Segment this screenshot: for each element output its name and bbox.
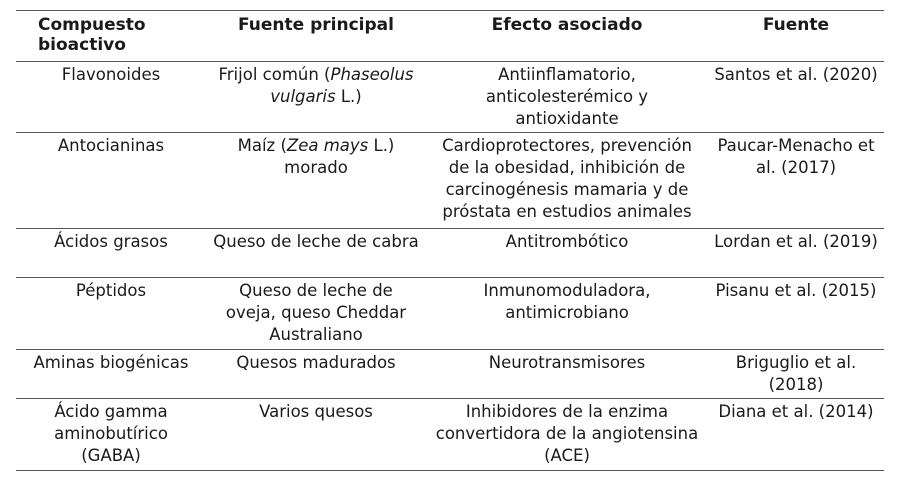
cell-efecto: Antiinflamatorio, anticolesterémico y antioxidante: [485, 65, 649, 128]
table-row: [16, 399, 884, 471]
cell-compuesto: Péptidos: [75, 281, 147, 300]
fuente-text: Maíz (: [237, 136, 287, 155]
table-row: [16, 350, 884, 399]
header-fuente: Fuente: [762, 15, 830, 35]
table-row: [16, 229, 884, 278]
cell-efecto: Antitrombótico: [505, 232, 629, 251]
header-efecto: Efecto asociado: [491, 15, 643, 35]
cell-efecto: Inhibidores de la enzima convertidora de la angiotensina (ACE): [435, 402, 699, 465]
table-header-row: [16, 11, 884, 62]
cell-referencia: Santos et al. (2020): [714, 65, 878, 84]
table-row: [16, 62, 884, 133]
cell-fuente-principal: Queso de leche de oveja, queso Cheddar Australiano: [225, 281, 407, 344]
cell-fuente-principal: [206, 62, 426, 132]
cell-referencia: Lordan et al. (2019): [714, 232, 878, 251]
table-row: [16, 133, 884, 229]
fuente-scientific-name: Phaseolus vulgaris: [270, 65, 414, 106]
cell-referencia: Briguglio et al. (2018): [735, 353, 857, 394]
cell-compuesto: Antocianinas: [57, 136, 165, 155]
bioactive-compounds-table: [16, 10, 884, 471]
header-compuesto: Compuesto bioactivo: [38, 15, 146, 55]
cell-compuesto: Ácido gamma aminobutírico (GABA): [54, 402, 168, 465]
cell-compuesto: Aminas biogénicas: [33, 353, 189, 372]
cell-efecto: Inmunomoduladora, antimicrobiano: [483, 281, 651, 322]
fuente-text: Frijol común (: [218, 65, 331, 84]
header-fuente-principal: Fuente principal: [238, 15, 394, 35]
cell-compuesto: Ácidos grasos: [54, 232, 168, 251]
fuente-scientific-name: Zea mays: [286, 136, 369, 155]
cell-fuente-principal: Quesos madurados: [236, 353, 396, 372]
fuente-text-post: L.): [335, 87, 362, 106]
cell-fuente-principal: Varios quesos: [259, 402, 373, 421]
cell-referencia: Paucar-Menacho et al. (2017): [717, 136, 875, 177]
cell-referencia: Pisanu et al. (2015): [715, 281, 877, 300]
cell-compuesto: Flavonoides: [61, 65, 161, 84]
table-row: [16, 278, 884, 350]
cell-fuente-principal: [206, 133, 426, 228]
fuente-text-post: L.) morado: [284, 136, 395, 177]
cell-referencia: Diana et al. (2014): [718, 402, 874, 421]
cell-efecto: Cardioprotectores, prevención de la obesidad, inhibición de carcinogénesis mamaria y de próstata en estudios animales: [442, 136, 692, 221]
cell-fuente-principal: Queso de leche de cabra: [213, 232, 419, 251]
cell-efecto: Neurotransmisores: [488, 353, 646, 372]
